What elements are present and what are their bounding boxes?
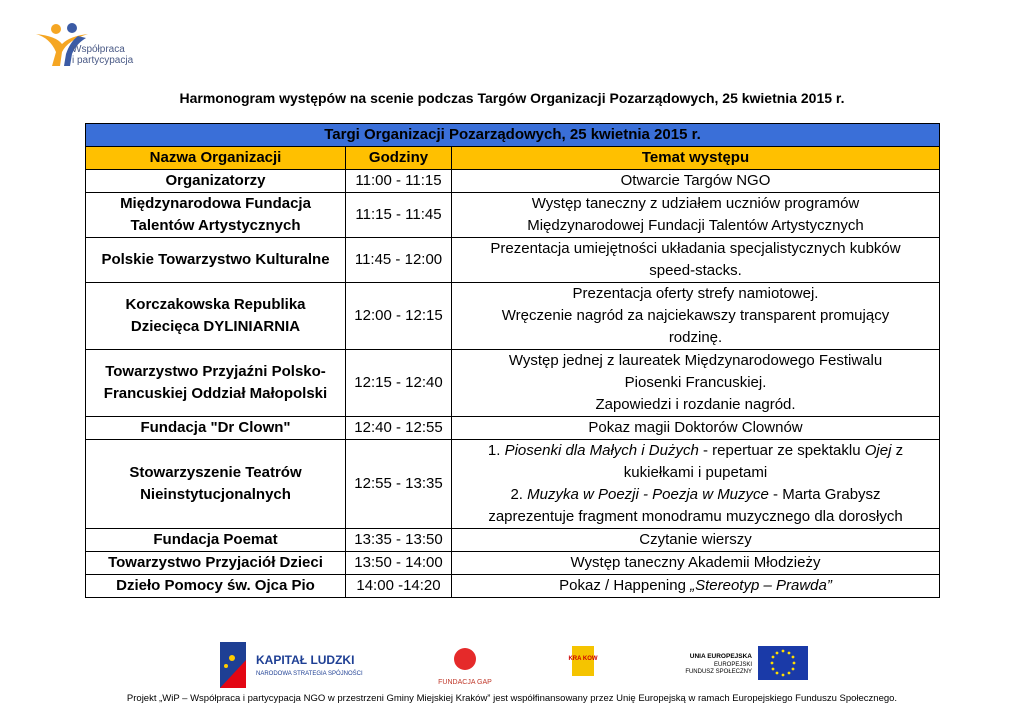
- topic-cell: [452, 552, 940, 575]
- time-cell: 11:45 - 12:00: [346, 238, 452, 283]
- krakow-label: KRA KOW: [568, 656, 598, 662]
- time-cell: 11:00 - 11:15: [346, 170, 452, 193]
- kapital-ludzki-logo: [220, 642, 363, 688]
- topic-line: Występ jednej z laureatek Międzynarodowego Festiwalu: [508, 352, 883, 369]
- krakow-logo: [568, 646, 597, 676]
- topic-line: Prezentacja umiejętności układania specjalistycznych kubków: [490, 240, 901, 257]
- org-cell: Korczakowska Republika Dziecięca DYLINIARNIA: [86, 283, 346, 350]
- topic-line: Wręczenie nagród za najciekawszy transparent promujący: [501, 307, 890, 324]
- time-cell: 13:35 - 13:50: [346, 529, 452, 552]
- table-row: [86, 417, 940, 440]
- column-header-topic: Temat występu: [452, 147, 940, 170]
- topic-cell: [452, 417, 940, 440]
- org-cell: Stowarzyszenie Teatrów Nieinstytucjonalnych: [86, 440, 346, 529]
- footer-text: Projekt „WiP – Współpraca i partycypacja NGO w przestrzeni Gminy Miejskiej Kraków” jest współfinansowany przez Unię Europejską w ramach Europejskiego Funduszu Społecznego.: [126, 693, 898, 704]
- page-heading: Harmonogram występów na scenie podczas Targów Organizacji Pozarządowych, 25 kwietnia 2015 r.: [179, 90, 845, 106]
- time-cell: 11:15 - 11:45: [346, 193, 452, 238]
- topic-cell: [452, 170, 940, 193]
- org-cell: Towarzystwo Przyjaciół Dzieci: [86, 552, 346, 575]
- org-cell: Międzynarodowa Fundacja Talentów Artystycznych: [86, 193, 346, 238]
- logo-line1: Współpraca: [72, 44, 125, 55]
- topic-line: Piosenki Francuskiej.: [624, 374, 767, 391]
- fundacja-label: FUNDACJA GAP: [438, 679, 492, 686]
- logo-line2: i partycypacja: [72, 55, 134, 66]
- topic-line: speed-stacks.: [649, 262, 742, 279]
- topic-line: Czytanie wierszy: [639, 531, 752, 548]
- table-row: [86, 193, 940, 238]
- topic-line: Pokaz magii Doktorów Clownów: [588, 419, 803, 436]
- org-cell: Polskie Towarzystwo Kulturalne: [86, 238, 346, 283]
- table-row: [86, 283, 940, 350]
- logo-text: [72, 44, 133, 66]
- sponsor-logos: [0, 640, 1024, 690]
- time-cell: 12:00 - 12:15: [346, 283, 452, 350]
- topic-line: zaprezentuje fragment monodramu muzycznego dla dorosłych: [488, 508, 903, 525]
- topic-line: Międzynarodowej Fundacji Talentów Artystycznych: [527, 217, 864, 234]
- org-cell: Towarzystwo Przyjaźni Polsko-Francuskiej Oddział Małopolski: [86, 350, 346, 417]
- fundacja-logo: [438, 648, 492, 686]
- topic-line: kukiełkami i pupetami: [623, 464, 768, 481]
- topic-line: Występ taneczny z udziałem uczniów programów: [531, 195, 860, 212]
- ue-line2: EUROPEJSKI: [713, 662, 752, 668]
- org-cell: Organizatorzy: [86, 170, 346, 193]
- topic-line: Prezentacja oferty strefy namiotowej.: [572, 285, 819, 302]
- kapital-line2: NARODOWA STRATEGIA SPÓJNOŚCI: [256, 671, 363, 677]
- ue-line3: FUNDUSZ SPOŁECZNY: [685, 669, 752, 675]
- sponsor-logos-graphic: [0, 640, 1024, 692]
- topic-line: Otwarcie Targów NGO: [620, 172, 771, 189]
- topic-line: Zapowiedzi i rozdanie nagród.: [595, 396, 796, 413]
- topic-cell: [452, 529, 940, 552]
- topic-cell: [452, 350, 940, 417]
- org-cell: Fundacja "Dr Clown": [86, 417, 346, 440]
- table-title: Targi Organizacji Pozarządowych, 25 kwietnia 2015 r.: [86, 124, 940, 147]
- table-title-row: [86, 124, 940, 147]
- time-cell: 12:40 - 12:55: [346, 417, 452, 440]
- org-cell: Dzieło Pomocy św. Ojca Pio: [86, 575, 346, 598]
- column-header-time: Godziny: [346, 147, 452, 170]
- topic-cell: [452, 440, 940, 529]
- time-cell: 14:00 -14:20: [346, 575, 452, 598]
- table-row: [86, 575, 940, 598]
- table-row: [86, 170, 940, 193]
- topic-line: 2. Muzyka w Poezji - Poezja w Muzyce - Marta Grabysz: [510, 486, 881, 503]
- table-row: [86, 238, 940, 283]
- topic-cell: [452, 193, 940, 238]
- topic-cell: [452, 238, 940, 283]
- topic-cell: Pokaz / Happening „Stereotyp – Prawda”: [452, 575, 940, 598]
- org-cell: Fundacja Poemat: [86, 529, 346, 552]
- topic-line: rodzinę.: [668, 329, 723, 346]
- time-cell: 12:15 - 12:40: [346, 350, 452, 417]
- table-row: [86, 529, 940, 552]
- topic-cell: [452, 283, 940, 350]
- column-header-org: Nazwa Organizacji: [86, 147, 346, 170]
- ue-logo: [685, 646, 808, 680]
- schedule-table: [85, 123, 940, 598]
- time-cell: 12:55 - 13:35: [346, 440, 452, 529]
- time-cell: 13:50 - 14:00: [346, 552, 452, 575]
- ue-line1: UNIA EUROPEJSKA: [689, 653, 752, 660]
- table-row: [86, 350, 940, 417]
- table-row: [86, 440, 940, 529]
- topic-line: 1. Piosenki dla Małych i Dużych - repertuar ze spektaklu Ojej z: [487, 442, 904, 459]
- table-header-row: [86, 147, 940, 170]
- topic-line: Występ taneczny Akademii Młodzieży: [570, 554, 821, 571]
- table-row: [86, 552, 940, 575]
- kapital-line1: KAPITAŁ LUDZKI: [256, 653, 355, 667]
